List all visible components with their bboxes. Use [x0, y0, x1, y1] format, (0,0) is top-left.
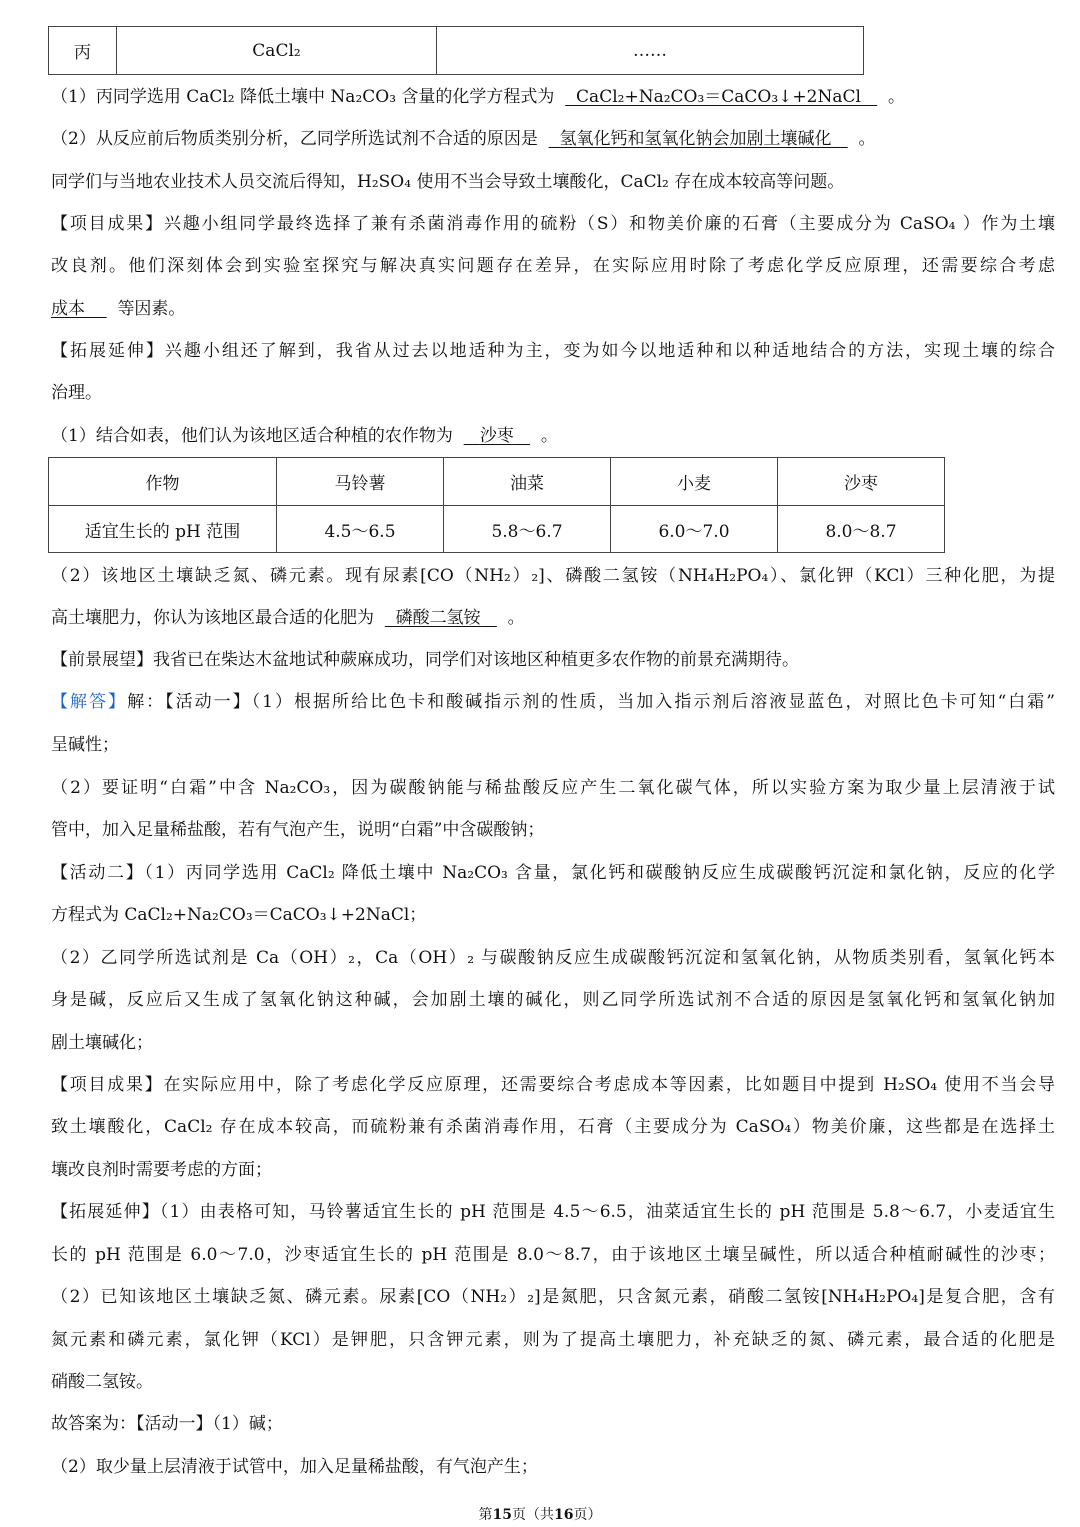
answer-text: CaCl₂+Na₂CO₃＝CaCO₃↓+2NaCl	[576, 87, 861, 107]
page-footer	[0, 1505, 1080, 1525]
text-line: 方程式为 CaCl₂+Na₂CO₃＝CaCO₃↓+2NaCl；	[51, 905, 427, 925]
line-text: 解：【活动一】（1）根据所给比色卡和酸碱指示剂的性质，当加入指示剂后溶液显蓝色，对照比色卡可知“白霜”	[127, 692, 1055, 712]
table-header-cell: 小麦	[611, 458, 778, 506]
page-total: 16	[554, 1507, 574, 1523]
table-cell: 丙	[49, 27, 117, 75]
answer-text: 成本	[51, 299, 85, 319]
text-line: 管中，加入足量稀盐酸，若有气泡产生，说明“白霜”中含碳酸钠；	[51, 820, 545, 840]
text-line	[51, 297, 1055, 321]
answer-blank	[51, 299, 107, 319]
table-cell: CaCl₂	[117, 27, 437, 75]
text-line: 【前景展望】我省已在柴达木盆地试种蕨麻成功，同学们对该地区种植更多农作物的前景充满期待。	[51, 650, 799, 670]
answer-text: 氢氧化钙和氢氧化钠会加剧土壤碱化	[559, 129, 832, 149]
text-line: 氮元素和磷元素，氯化钾（KCl）是钾肥，只含钾元素，则为了提高土壤肥力，补充缺乏的氮、磷元素，最合适的化肥是	[51, 1330, 1055, 1350]
table-header-row	[49, 458, 945, 506]
answer-text: 磷酸二氢铵	[395, 608, 481, 628]
text-line	[51, 424, 1055, 448]
line-text: （2）从反应前后物质类别分析，乙同学所选试剂不合适的原因是	[51, 129, 538, 149]
text-line	[51, 85, 1055, 109]
answer-tag: 【解答】	[51, 692, 128, 712]
table-cell: ……	[437, 27, 864, 75]
line-text: 等因素。	[117, 299, 186, 319]
text-line: 剧土壤碱化；	[51, 1033, 153, 1053]
table-cell: 适宜生长的 pH 范围	[49, 506, 277, 553]
text-line: （2）乙同学所选试剂是 Ca（OH）₂，Ca（OH）₂ 与碳酸钠反应生成碳酸钙沉淀和氢氧化钠，从物质类别看，氢氧化钙本	[51, 948, 1055, 968]
table-row	[49, 506, 945, 553]
text-line: 同学们与当地农业技术人员交流后得知，H₂SO₄ 使用不当会导致土壤酸化，CaCl₂ 存在成本较高等问题。	[51, 172, 845, 192]
table-header-cell: 油菜	[444, 458, 611, 506]
answer-blank	[549, 129, 848, 149]
text-line	[51, 690, 1055, 714]
text-line: （2）该地区土壤缺乏氮、磷元素。现有尿素[CO（NH₂）₂]、磷酸二氢铵（NH₄H₂PO₄）、氯化钾（KCl）三种化肥，为提	[51, 566, 1055, 586]
text-line: 故答案为：【活动一】（1）碱；	[51, 1414, 283, 1434]
text-line: 改良剂。他们深刻体会到实验室探究与解决真实问题存在差异，在实际应用时除了考虑化学反应原理，还需要综合考虑	[51, 256, 1055, 276]
text-line: 治理。	[51, 383, 102, 403]
text-line	[51, 127, 1055, 151]
text-line: （2）已知该地区土壤缺乏氮、磷元素。尿素[CO（NH₂）₂]是氮肥，只含氮元素，硝酸二氢铵[NH₄H₂PO₄]是复合肥，含有	[51, 1287, 1055, 1307]
end-mark: 。	[858, 129, 876, 149]
table-header-cell: 马铃薯	[277, 458, 444, 506]
text-line: 呈碱性；	[51, 735, 119, 755]
reagent-table	[48, 26, 864, 75]
end-mark: 。	[887, 87, 905, 107]
crop-ph-table	[48, 457, 945, 553]
text-line: 【拓展延伸】（1）由表格可知，马铃薯适宜生长的 pH 范围是 4.5～6.5，油菜适宜生长的 pH 范围是 5.8～6.7，小麦适宜生	[51, 1202, 1055, 1222]
text-line: 【活动二】（1）丙同学选用 CaCl₂ 降低土壤中 Na₂CO₃ 含量，氯化钙和碳酸钠反应生成碳酸钙沉淀和氯化钠，反应的化学	[51, 863, 1055, 883]
text-line: 硝酸二氢铵。	[51, 1372, 153, 1392]
line-text: （1）丙同学选用 CaCl₂ 降低土壤中 Na₂CO₃ 含量的化学方程式为	[51, 87, 555, 107]
text-line: （2）要证明“白霜”中含 Na₂CO₃，因为碳酸钠能与稀盐酸反应产生二氧化碳气体，所以实验方案为取少量上层清液于试	[51, 778, 1055, 798]
text-line: 【拓展延伸】兴趣小组还了解到，我省从过去以地适种为主，变为如今以地适种和以种适地结合的方法，实现土壤的综合	[51, 341, 1055, 361]
table-cell: 4.5～6.5	[277, 506, 444, 553]
text-line	[51, 606, 1055, 630]
line-text: 高土壤肥力，你认为该地区最合适的化肥为	[51, 608, 374, 628]
footer-text: 页（共	[512, 1507, 554, 1523]
line-text: （1）结合如表，他们认为该地区适合种植的农作物为	[51, 426, 453, 446]
footer-text: 页）	[573, 1507, 602, 1523]
text-line: （2）取少量上层清液于试管中，加入足量稀盐酸，有气泡产生；	[51, 1457, 538, 1477]
answer-blank	[385, 608, 497, 628]
table-row	[49, 27, 864, 75]
text-line: 身是碱，反应后又生成了氢氧化钠这种碱，会加剧土壤的碱化，则乙同学所选试剂不合适的原因是氢氧化钙和氢氧化钠加	[51, 990, 1055, 1010]
table-cell: 8.0～8.7	[778, 506, 945, 553]
answer-blank	[464, 426, 530, 446]
end-mark: 。	[507, 608, 525, 628]
text-line: 壤改良剂时需要考虑的方面；	[51, 1160, 272, 1180]
text-line: 【项目成果】在实际应用中，除了考虑化学反应原理，还需要综合考虑成本等因素，比如题目中提到 H₂SO₄ 使用不当会导	[51, 1075, 1055, 1095]
end-mark: 。	[540, 426, 558, 446]
text-line: 【项目成果】兴趣小组同学最终选择了兼有杀菌消毒作用的硫粉（S）和物美价廉的石膏（主要成分为 CaSO₄ ）作为土壤	[51, 214, 1055, 234]
text-line: 长的 pH 范围是 6.0～7.0，沙枣适宜生长的 pH 范围是 8.0～8.7，由于该地区土壤呈碱性，所以适合种植耐碱性的沙枣；	[51, 1245, 1055, 1265]
table-header-cell: 作物	[49, 458, 277, 506]
table-header-cell: 沙枣	[778, 458, 945, 506]
text-line: 致土壤酸化，CaCl₂ 存在成本较高，而硫粉兼有杀菌消毒作用，石膏（主要成分为 CaSO₄）物美价廉，这些都是在选择土	[51, 1117, 1055, 1137]
answer-blank	[565, 87, 877, 107]
answer-text: 沙枣	[479, 426, 514, 446]
footer-text: 第	[478, 1507, 493, 1523]
page-number: 15	[492, 1507, 512, 1523]
table-cell: 5.8～6.7	[444, 506, 611, 553]
table-cell: 6.0～7.0	[611, 506, 778, 553]
